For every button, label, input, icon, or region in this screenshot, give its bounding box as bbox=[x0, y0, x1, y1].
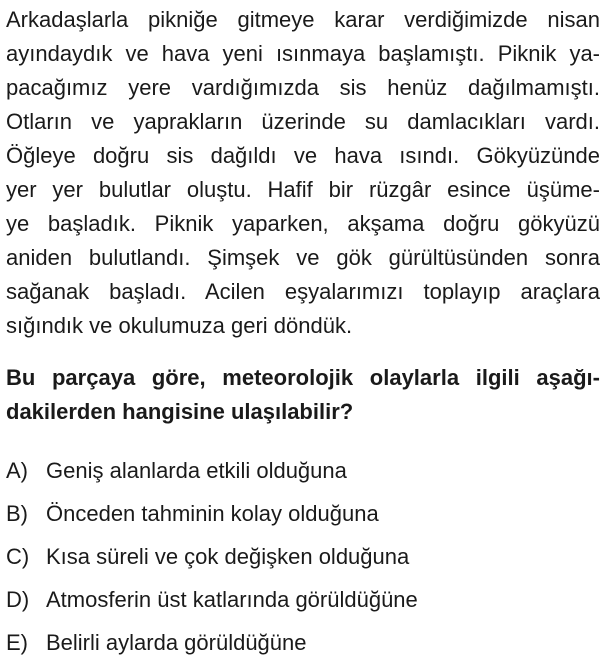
passage-line: Arkadaşlarla pikniğe gitmeye karar verdiğimizde nisan bbox=[6, 7, 600, 32]
passage-line: ayındaydık ve hava yeni ısınmaya başlamıştı. Piknik ya- bbox=[6, 41, 600, 66]
passage-line: sağanak başladı. Acilen eşyalarımızı toplayıp araçlara bbox=[6, 279, 600, 304]
option-a[interactable] bbox=[6, 454, 347, 488]
question-line: Bu parçaya göre, meteorolojik olaylarla ilgili aşağı- bbox=[6, 365, 600, 390]
option-letter: A) bbox=[6, 458, 28, 483]
option-text: Kısa süreli ve çok değişken olduğuna bbox=[46, 544, 410, 569]
option-d[interactable] bbox=[6, 583, 418, 617]
passage-line: aniden bulutlandı. Şimşek ve gök gürültüsünden sonra bbox=[6, 245, 600, 270]
passage-line: Öğleye doğru sis dağıldı ve hava ısındı. Gökyüzünde bbox=[6, 143, 600, 168]
option-text: Belirli aylarda görüldüğüne bbox=[46, 630, 307, 655]
question-line: dakilerden hangisine ulaşılabilir? bbox=[6, 399, 354, 424]
option-b[interactable] bbox=[6, 497, 379, 531]
option-c[interactable] bbox=[6, 540, 409, 574]
option-letter: C) bbox=[6, 544, 30, 569]
passage-line: yer yer bulutlar oluştu. Hafif bir rüzgâr esince üşüme- bbox=[6, 177, 600, 202]
option-letter: B) bbox=[6, 501, 28, 526]
option-text: Atmosferin üst katlarında görüldüğüne bbox=[46, 587, 418, 612]
passage-line: Otların ve yaprakların üzerinde su damlacıkları vardı. bbox=[6, 109, 600, 134]
option-letter: E) bbox=[6, 630, 28, 655]
option-text: Geniş alanlarda etkili olduğuna bbox=[46, 458, 347, 483]
passage-line: pacağımız yere vardığımızda sis henüz dağılmamıştı. bbox=[6, 75, 600, 100]
option-e[interactable] bbox=[6, 626, 307, 660]
passage-line: sığındık ve okulumuza geri döndük. bbox=[6, 313, 353, 338]
passage-line: ye başladık. Piknik yaparken, akşama doğru gökyüzü bbox=[6, 211, 600, 236]
option-text: Önceden tahminin kolay olduğuna bbox=[46, 501, 379, 526]
option-letter: D) bbox=[6, 587, 30, 612]
